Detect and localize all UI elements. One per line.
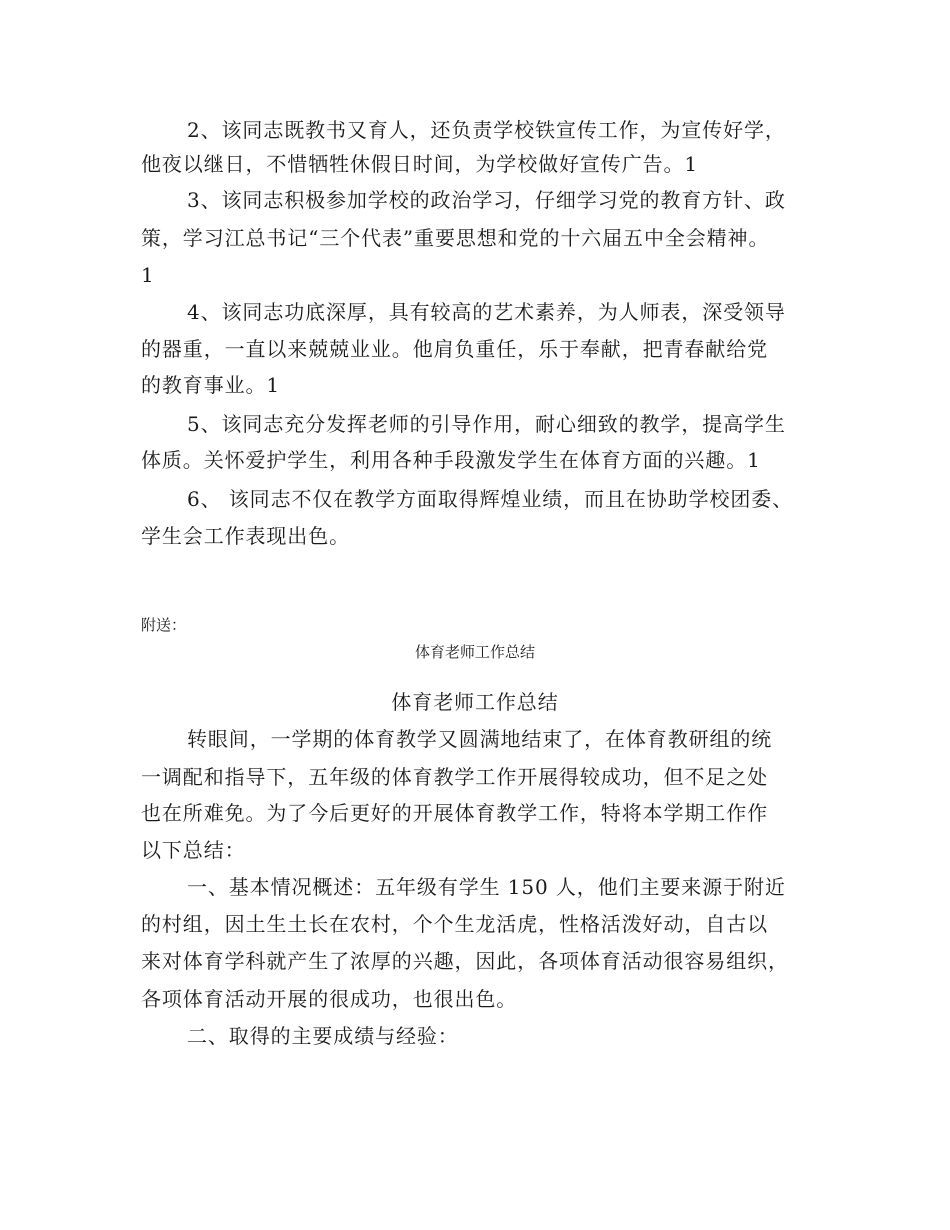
appendix-small-title: 体育老师工作总结 (414, 643, 535, 661)
section-1-line-4: 各项体育活动开展的很成功，也很出色。 (141, 987, 518, 1011)
intro-line-2: 一调配和指导下，五年级的体育教学工作开展得较成功，但不足之处 (141, 765, 768, 789)
intro-line-4: 以下总结： (141, 838, 246, 862)
item-6-line-1: 6、 该同志不仅在教学方面取得辉煌业绩，而且在协助学校团委、 (187, 487, 794, 511)
section-1-line-2: 的村组，因土生土长在农村，个个生龙活虎，性格活泼好动，自古以 (141, 912, 768, 936)
intro-line-3: 也在所难免。为了今后更好的开展体育教学工作，特将本学期工作作 (141, 801, 768, 825)
summary-title: 体育老师工作总结 (391, 690, 559, 714)
item-4-line-2: 的器重，一直以来兢兢业业。他肩负重任，乐于奉献，把青春献给党 (141, 337, 768, 361)
item-3-line-1: 3、该同志积极参加学校的政治学习，仔细学习党的教育方针、政 (187, 188, 786, 212)
item-3-line-3: 1 (141, 263, 155, 287)
intro-line-1: 转眼间，一学期的体育教学又圆满地结束了，在体育教研组的统 (187, 727, 773, 751)
item-6-line-2: 学生会工作表现出色。 (141, 524, 350, 548)
item-5-line-1: 5、该同志充分发挥老师的引导作用，耐心细致的教学，提高学生 (187, 412, 786, 436)
item-5-line-2: 体质。关怀爱护学生，利用各种手段激发学生在体育方面的兴趣。1 (141, 448, 761, 472)
item-2-line-1: 2、该同志既教书又育人，还负责学校铁宣传工作，为宣传好学， (187, 118, 786, 142)
section-2-heading: 二、取得的主要成绩与经验： (187, 1024, 459, 1048)
item-4-line-1: 4、该同志功底深厚，具有较高的艺术素养，为人师表，深受领导 (187, 300, 786, 324)
item-4-line-3: 的教育事业。1 (141, 373, 281, 397)
item-2-line-2: 他夜以继日，不惜牺牲休假日时间，为学校做好宣传广告。1 (141, 152, 699, 176)
appendix-label: 附送： (141, 616, 187, 634)
section-1-line-3: 来对体育学科就产生了浓厚的兴趣，因此，各项体育活动很容易组织， (141, 949, 789, 973)
section-1-line-1: 一、基本情况概述：五年级有学生 150 人，他们主要来源于附近 (187, 875, 786, 899)
item-3-line-2: 策，学习江总书记“三个代表”重要思想和党的十六届五中全会精神。 (141, 226, 770, 250)
